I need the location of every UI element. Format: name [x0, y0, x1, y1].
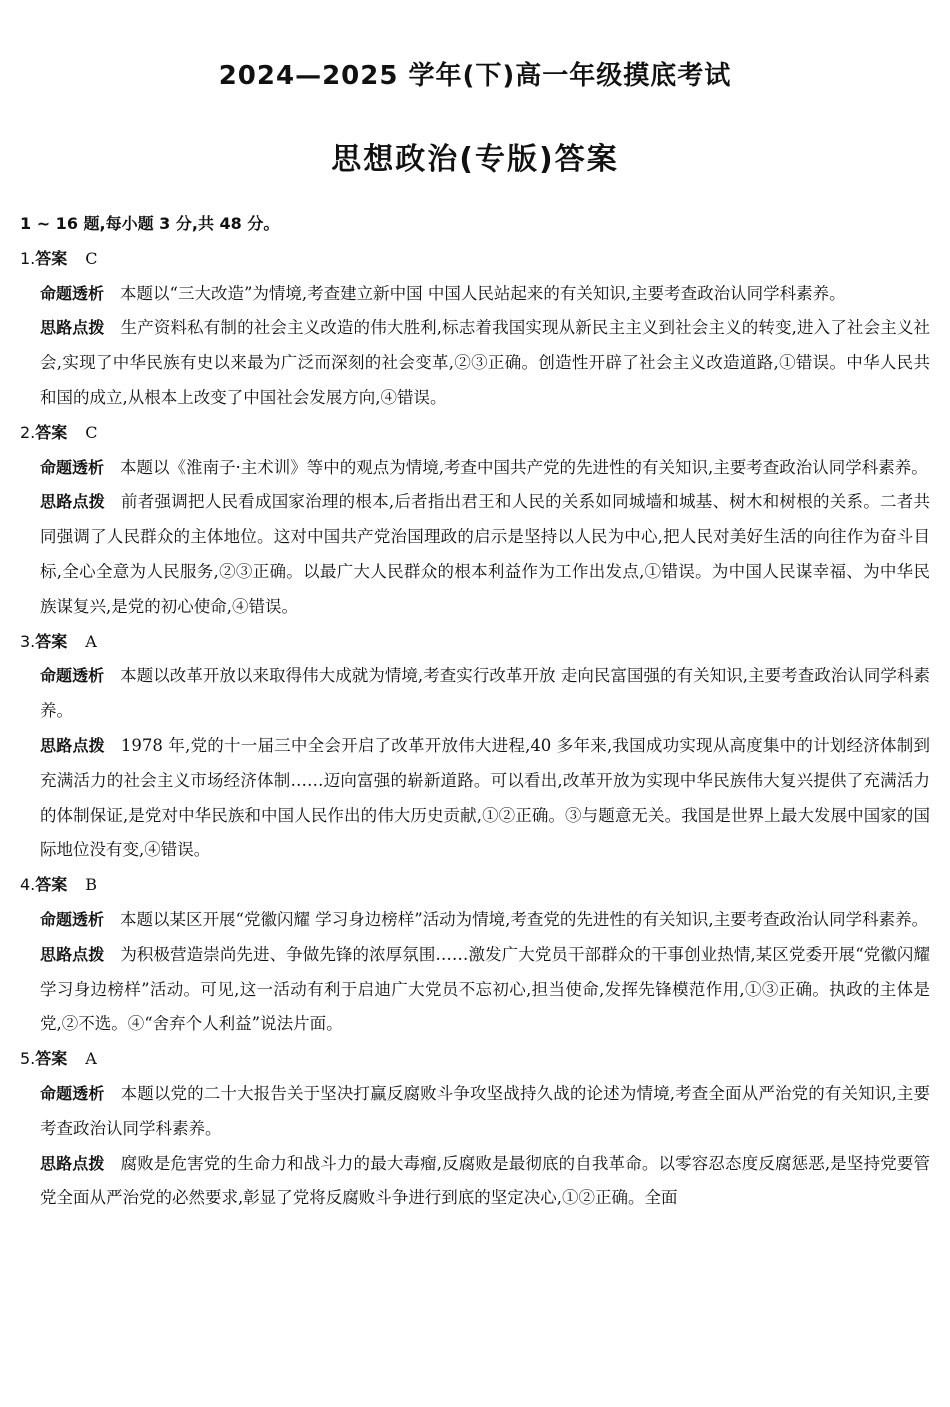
thinking-label: 思路点拨: [40, 1153, 105, 1173]
analysis-text: 本题以某区开展“党徽闪耀 学习身边榜样”活动为情境,考查党的先进性的有关知识,主要考查政治认同学科素养。: [120, 909, 929, 929]
thinking-paragraph: [20, 729, 930, 868]
exam-subtitle: 思想政治(专版)答案: [331, 142, 619, 177]
thinking-text: 为积极营造崇尚先进、争做先锋的浓厚氛围……激发广大党员干部群众的干事创业热情,某区党委开展“党徽闪耀 学习身边榜样”活动。可见,这一活动有利于启迪广大党员不忘初心,担当使命,发挥先锋模范作用,①③正确。执政的主体是党,②不选。④“舍弃个人利益”说法片面。: [40, 944, 930, 1034]
thinking-label: 思路点拨: [40, 318, 105, 338]
thinking-label: 思路点拨: [40, 492, 105, 512]
question-number: 5.: [20, 1049, 36, 1069]
analysis-text: 本题以“三大改造”为情境,考查建立新中国 中国人民站起来的有关知识,主要考查政治认同学科素养。: [120, 283, 846, 303]
analysis-paragraph: [20, 451, 930, 486]
question-number: 2.: [20, 422, 36, 442]
answer-label: 答案: [35, 631, 68, 651]
question-header: [20, 868, 930, 903]
answer-choice: B: [85, 875, 98, 895]
thinking-paragraph: [20, 485, 930, 624]
thinking-text: 生产资料私有制的社会主义改造的伟大胜利,标志着我国实现从新民主主义到社会主义的转变,进入了社会主义社会,实现了中华民族有史以来最为广泛而深刻的社会变革,②③正确。创造性开辟了社会主义改造道路,①错误。中华人民共和国的成立,从根本上改变了中国社会发展方向,④错误。: [40, 318, 930, 407]
answer-label: 答案: [35, 422, 68, 442]
thinking-paragraph: [20, 311, 930, 415]
analysis-paragraph: [20, 1077, 930, 1147]
thinking-label: 思路点拨: [40, 944, 105, 964]
question-header: [20, 416, 930, 451]
answer-choice: A: [85, 631, 97, 651]
question-number: 1.: [20, 248, 36, 268]
analysis-label: 命题透析: [40, 909, 105, 929]
question-header: [20, 1042, 930, 1077]
question-number: 3.: [20, 631, 36, 651]
thinking-paragraph: [20, 938, 930, 1042]
answer-label: 答案: [35, 875, 68, 895]
analysis-paragraph: [20, 903, 930, 938]
question-block: [20, 416, 930, 625]
analysis-label: 命题透析: [40, 666, 105, 686]
analysis-label: 命题透析: [40, 283, 105, 303]
analysis-text: 本题以改革开放以来取得伟大成就为情境,考查实行改革开放 走向民富国强的有关知识,主要考查政治认同学科素养。: [40, 666, 930, 721]
question-header: [20, 242, 930, 277]
question-header: [20, 625, 930, 660]
analysis-text: 本题以《淮南子·主术训》等中的观点为情境,考查中国共产党的先进性的有关知识,主要考查政治认同学科素养。: [120, 457, 928, 477]
answer-label: 答案: [35, 1049, 68, 1069]
analysis-label: 命题透析: [40, 1083, 105, 1103]
question-number: 4.: [20, 875, 36, 895]
answer-choice: A: [85, 1049, 97, 1069]
analysis-paragraph: [20, 659, 930, 729]
thinking-text: 前者强调把人民看成国家治理的根本,后者指出君王和人民的关系如同城墙和城基、树木和树根的关系。二者共同强调了人民群众的主体地位。这对中国共产党治国理政的启示是坚持以人民为中心,把人民对美好生活的向往作为奋斗目标,全心全意为人民服务,②③正确。以最广大人民群众的根本利益作为工作出发点,①错误。为中国人民谋幸福、为中华民族谋复兴,是党的初心使命,④错误。: [40, 492, 930, 616]
thinking-label: 思路点拨: [40, 735, 105, 755]
question-block: [20, 242, 930, 416]
thinking-text: 1978 年,党的十一届三中全会开启了改革开放伟大进程,40 多年来,我国成功实现从高度集中的计划经济体制到充满活力的社会主义市场经济体制……迈向富强的崭新道路。可以看出,改革开放为实现中华民族伟大复兴提供了充满活力的体制保证,是党对中华民族和中国人民作出的伟大历史贡献,①②正确。③与题意无关。我国是世界上最大发展中国家的国际地位没有变,④错误。: [40, 735, 930, 860]
scoring-intro: 1 ~ 16 题,每小题 3 分,共 48 分。: [20, 214, 280, 233]
question-block: [20, 868, 930, 1042]
question-block: [20, 1042, 930, 1216]
answer-label: 答案: [35, 248, 68, 268]
question-block: [20, 625, 930, 869]
thinking-text: 腐败是危害党的生命力和战斗力的最大毒瘤,反腐败是最彻底的自我革命。以零容忍态度反腐惩恶,是坚持党要管党全面从严治党的必然要求,彰显了党将反腐败斗争进行到底的坚定决心,①②正确。全面: [40, 1153, 930, 1208]
answer-choice: C: [85, 248, 98, 268]
answer-choice: C: [85, 422, 98, 442]
analysis-label: 命题透析: [40, 457, 105, 477]
thinking-paragraph: [20, 1147, 930, 1217]
analysis-paragraph: [20, 277, 930, 312]
answer-content: [20, 207, 930, 1216]
exam-title: 2024—2025 学年(下)高一年级摸底考试: [218, 61, 732, 91]
analysis-text: 本题以党的二十大报告关于坚决打赢反腐败斗争攻坚战持久战的论述为情境,考查全面从严治党的有关知识,主要考查政治认同学科素养。: [40, 1083, 930, 1138]
